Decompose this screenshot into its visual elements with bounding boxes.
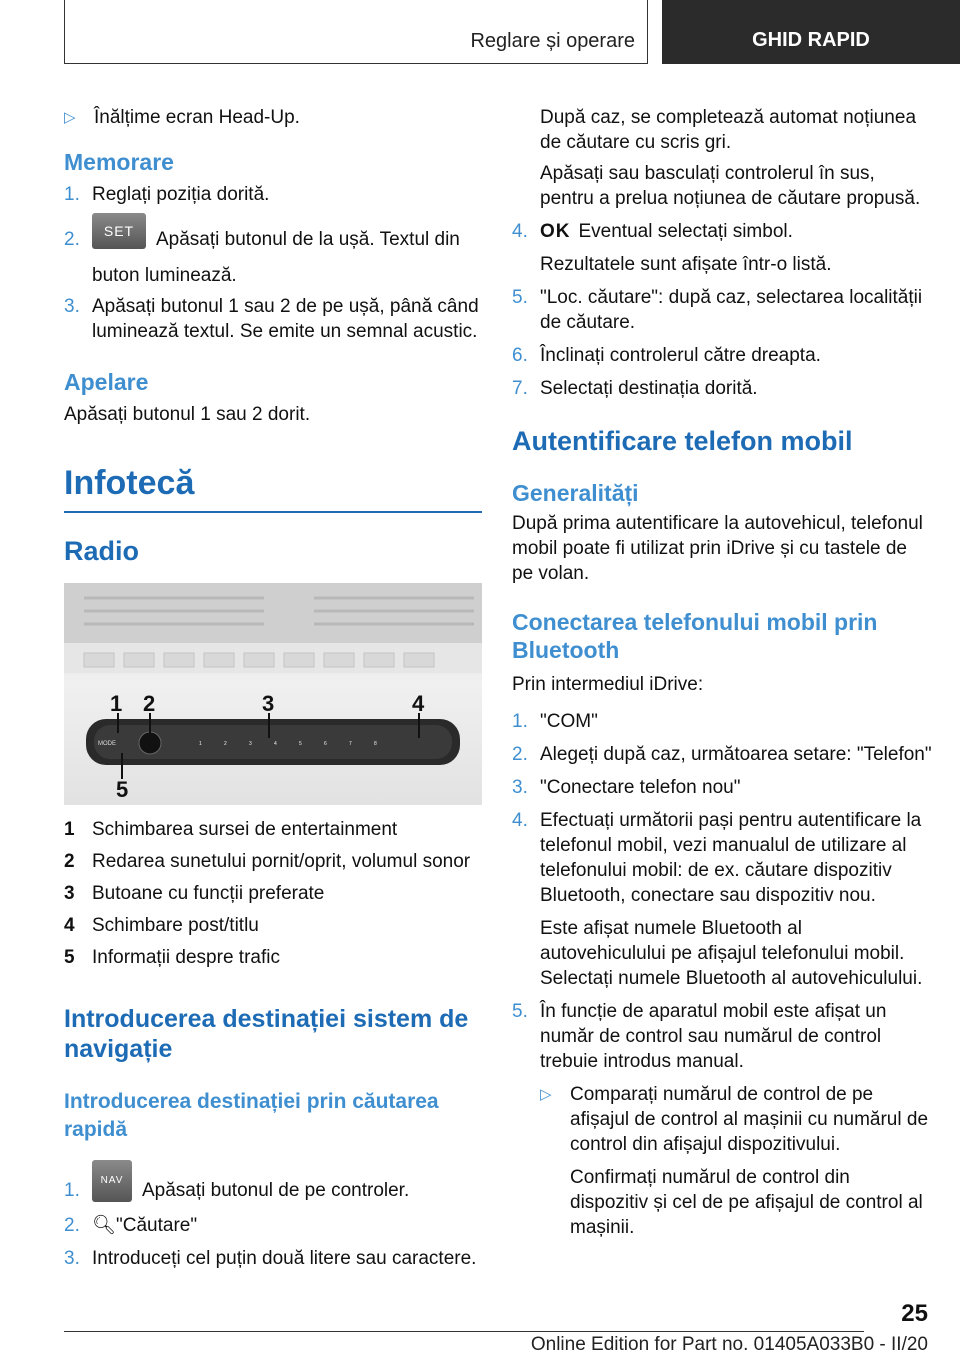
legend-item: 5 Informații despre trafic [64,947,280,968]
auth-heading: Autentificare telefon mobil [512,426,853,456]
continued-text: După caz, se completează automat noțiunea de căutare cu scris gri. [540,107,917,153]
callout-1: 1 [110,691,123,716]
svg-text:3: 3 [249,741,252,747]
callout-2: 2 [143,691,156,716]
apelare-heading: Apelare [64,369,149,395]
list-item: 2. 🔍︎"Căutare" [64,1215,198,1236]
list-item: 2. Alegeți după caz, următoarea setare: "Telefon" [512,744,932,765]
page-number: 25 [901,1300,928,1327]
legend-item: 2 Redarea sunetului pornit/oprit, volumul sonor [64,851,471,872]
svg-text:6: 6 [324,741,327,747]
footer-divider [64,1331,864,1332]
list-item: 4. Efectuați următorii pași pentru autentificare la telefonul mobil, vezi manualul de utilizare al telefonului mobil: de ex. căutare dispozitiv Bluetooth, conectare sau dispozitiv nou. [512,810,922,906]
radio-heading: Radio [64,536,140,566]
nav-heading: Introducerea destinației sistem de navigație [64,1005,469,1063]
header-guide-tab: GHID RAPID [662,0,960,64]
svg-text:7: 7 [349,741,352,747]
svg-text:8: 8 [374,741,377,747]
list-item: Rezultatele sunt afișate într-o listă. [540,254,832,275]
list-item: 7. Selectați destinația dorită. [512,378,758,399]
radio-panel-image [64,583,482,805]
header-section-title: Reglare și operare [470,30,635,52]
list-item: 3. Introduceți cel puțin două litere sau caractere. [64,1248,477,1269]
nav-subheading: Introducerea destinației prin căutarea rapidă [64,1090,439,1141]
list-item: 1. Reglați poziția dorită. [64,184,270,205]
list-item: 3. "Conectare telefon nou" [512,777,741,798]
sub-continued-text: Confirmați numărul de control din dispozitiv și cel de pe afișajul de control al mașinii. [570,1167,923,1238]
list-item: 1. NAV Apăsați butonul de pe controler. [64,1160,482,1203]
radio-legend [64,817,482,970]
svg-text:5: 5 [299,741,302,747]
hud-bullet: ▷ Înălțime ecran Head-Up. [64,107,300,128]
ok-icon: OK [540,221,571,242]
legend-item: 3 Butoane cu funcții preferate [64,883,325,904]
callout-3: 3 [262,691,275,716]
header-frame [64,0,648,64]
set-button-icon: SET [92,213,146,249]
list-item: 1. "COM" [512,711,598,732]
triangle-bullet-icon: ▷ [540,1086,552,1103]
general-text: După prima autentificare la autovehicul, telefonul mobil poate fi utilizat prin iDrive și cu tastele de pe volan. [512,513,923,584]
list-item: 5. "Loc. căutare": după caz, selectarea localității de căutare. [512,287,923,333]
triangle-bullet-icon: ▷ [64,109,76,126]
legend-item: 4 Schimbare post/titlu [64,915,259,936]
search-icon: 🔍︎ [92,1215,117,1236]
list-item: Este afișat numele Bluetooth al autovehiculului pe afișajul telefonului mobil. Selectați numele Bluetooth al autovehiculului. [540,918,923,989]
continued-text: Apăsați sau basculați controlerul în sus, pentru a prelua noțiunea de căutare propusă. [540,163,921,209]
list-item: 5. În funcție de aparatul mobil este afișat un număr de control sau numărul de control trebuie introdus manual. [512,1001,887,1072]
radio-panel-illustration [64,583,482,805]
svg-text:4: 4 [274,741,277,747]
apelare-text: Apăsați butonul 1 sau 2 dorit. [64,404,311,425]
bluetooth-intro: Prin intermediul iDrive: [512,674,704,695]
callout-4: 4 [412,691,425,716]
list-item: 4. OK Eventual selectați simbol. [512,221,793,242]
svg-text:2: 2 [224,741,227,747]
bluetooth-heading: Conectarea telefonului mobil prin Bluetooth [512,609,878,663]
infoteca-heading: Infotecă [64,463,482,513]
list-item: 2. SET Apăsați butonul de la ușă. Textul din buton luminează. [64,213,482,274]
list-item: 3. Apăsați butonul 1 sau 2 de pe ușă, până când luminează textul. Se emite un semnal acustic. [64,296,479,342]
mode-label: MODE [98,741,116,747]
legend-item: 1 Schimbarea sursei de entertainment [64,819,398,840]
left-column [64,100,482,1271]
nav-button-icon: NAV [92,1160,132,1202]
footer-edition: Online Edition for Part no. 01405A033B0 - II/20 [530,1334,928,1355]
memorare-heading: Memorare [64,149,174,175]
general-heading: Generalități [512,480,639,506]
sub-bullet: ▷ Comparați numărul de control de pe afișajul de control al mașinii cu numărul de control din afișajul dispozitivului. [540,1084,929,1155]
right-column [512,100,932,1240]
list-item: 6. Înclinați controlerul către dreapta. [512,345,821,366]
callout-5: 5 [116,777,129,802]
svg-text:1: 1 [199,741,202,747]
